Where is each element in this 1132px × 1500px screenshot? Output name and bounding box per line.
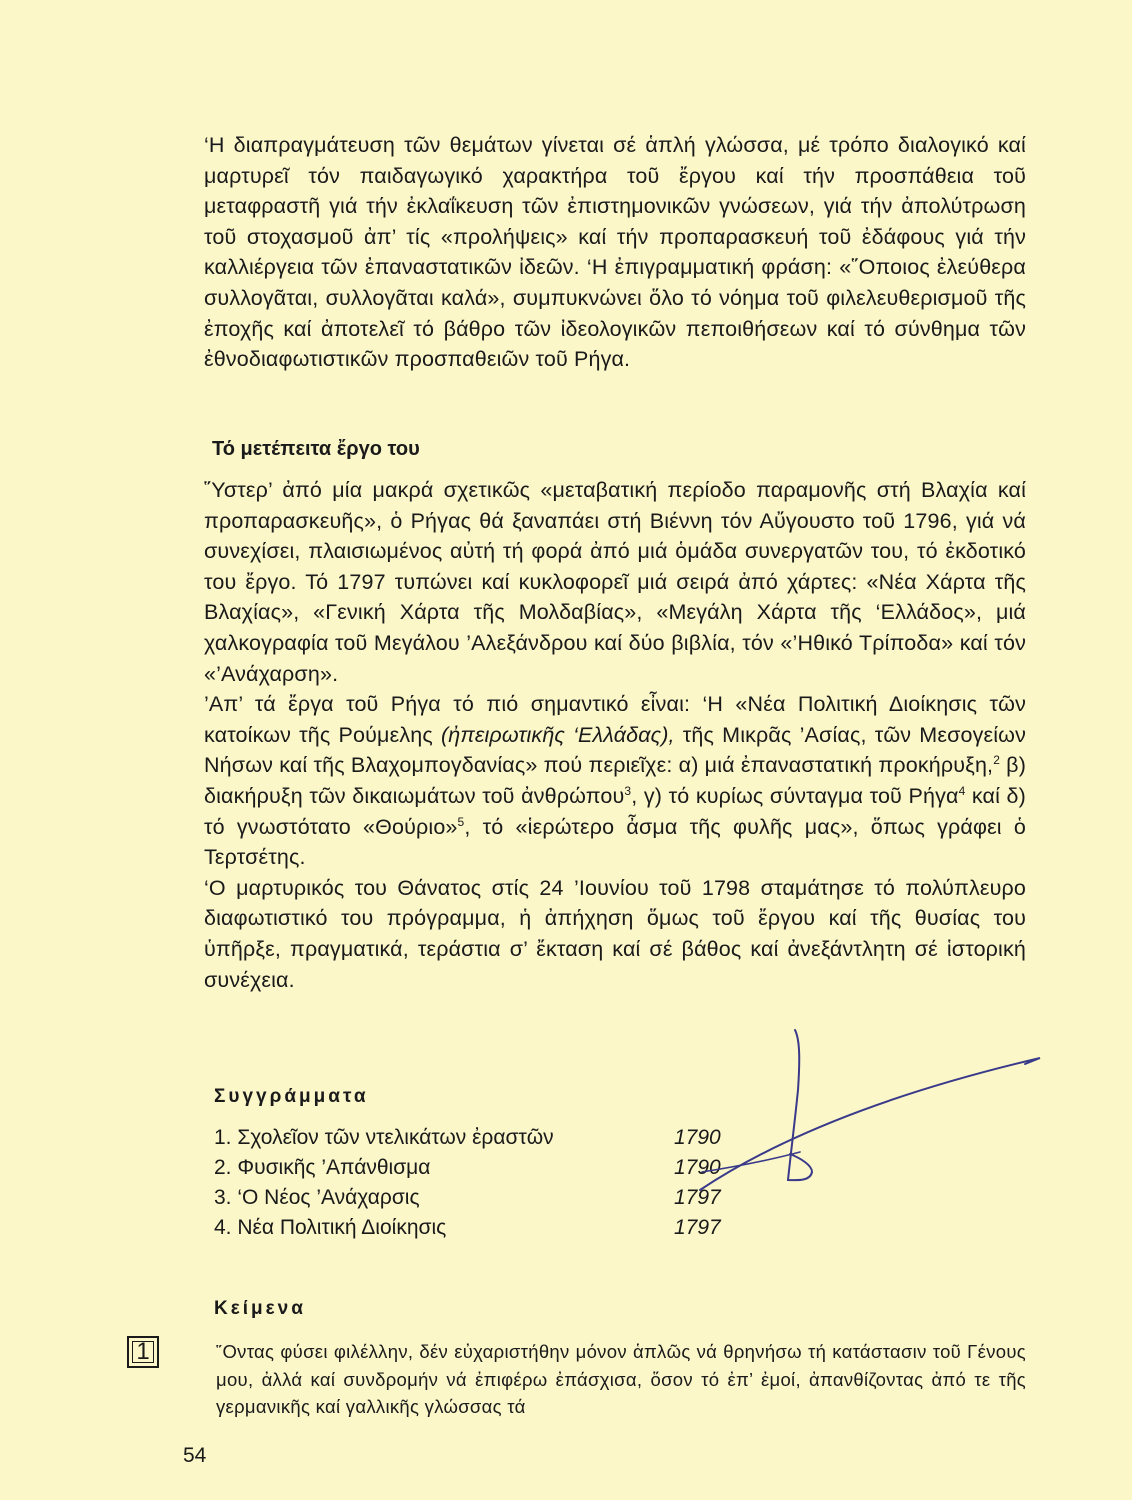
list-item (214, 1186, 734, 1216)
intro-text: ‘Η διαπραγμάτευση τῶν θεμάτων γίνεται σέ ἁπλή γλώσσα, μέ τρόπο διαλογικό καί μαρτυρεῖ τόν παιδαγωγικό χαρακτήρα τοῦ ἔργου καί τήν προσπάθεια τοῦ μεταφραστῆ γιά τήν ἐκλαΐκευση τῶν ἐπιστημονικῶν γνώσεων, γιά τήν ἀπολύτρωση τοῦ στοχασμοῦ ἀπ’ τίς «προλήψεις» καί τήν προπαρασκευή τοῦ ἐδάφους γιά τήν καλλιέργεια τῶν ἐπαναστατικῶν ἰδεῶν. ‘Η ἐπιγραμματική φράση: «῞Οποιος ἐλεύθερα συλλογᾶται, συλλογᾶται καλά», συμπυκνώνει ὅλο τό νόημα τοῦ φιλελευθερισμοῦ τῆς ἐποχῆς καί ἀποτελεῖ τό βάθρο τῶν ἰδεολογικῶν πεποιθήσεων καί τό σύνθημα τῶν ἐθνοδιαφωτιστικῶν προσπαθειῶν τοῦ Ρήγα. (204, 133, 1026, 372)
texts-heading: Κείμενα (214, 1298, 306, 1319)
work-title: 1. Σχολεῖον τῶν ντελικάτων ἐραστῶν (214, 1126, 554, 1149)
later-work-paragraph-1: ῞Υστερ’ ἀπό μία μακρά σχετικῶς «μεταβατική περίοδο παραμονῆς στή Βλαχία καί προπαρασκευῆς», ὁ Ρήγας θά ξαναπάει στή Βιέννη τόν Αὔγουστο τοῦ 1796, γιά νά συνεχίσει, πλαισιωμένος αὐτή τή φορά ἀπό μιά ὁμάδα συνεργατῶν του, τό ἐκδοτικό του ἔργο. Τό 1797 τυπώνει καί κυκλοφορεῖ μιά σειρά ἀπό χάρτες: «Νέα Χάρτα τῆς Βλαχίας», «Γενική Χάρτα τῆς Μολδαβίας», «Μεγάλη Χάρτα τῆς ‘Ελλάδος», μιά χαλκογραφία τοῦ Μεγάλου ’Αλεξάνδρου καί δύο βιβλία, τόν «’Ηθικό Τρίποδα» καί τόν «’Ανάχαρση». (204, 478, 1026, 686)
para2-text-e: καί δ) τό γνωστότατο «Θούριο» (204, 783, 1026, 839)
later-work-body (204, 475, 1026, 995)
footnote-ref-5: 5 (457, 814, 465, 829)
para2-text-b: τῆς Μικρᾶς ’Ασίας, τῶν Μεσογείων Νήσων καί τῆς Βλαχομπογδανίας» πού περιεῖχε: α) μιά ἐπαναστατική προκήρυξη, (204, 722, 1026, 778)
later-work-paragraph-2 (204, 689, 1026, 873)
para2-text-c: β) διακήρυξη τῶν δικαιωμάτων τοῦ ἀνθρώπου (204, 753, 1026, 808)
list-item (214, 1156, 734, 1186)
para2-text-f: , τό «ἱερώτερο ἆσμα τῆς φυλῆς μας», ὅπως γράφει ὁ Τερτσέτης. (204, 814, 1026, 870)
writings-heading: Συγγράμματα (214, 1086, 369, 1107)
work-year: 1797 (674, 1216, 721, 1239)
footnote-ref-2: 2 (993, 753, 1001, 768)
later-work-heading: Τό μετέπειτα ἔργο του (212, 438, 420, 460)
work-title: 2. Φυσικῆς ’Απάνθισμα (214, 1156, 431, 1179)
para2-text-d: , γ) τό κυρίως σύνταγμα τοῦ Ρήγα (631, 783, 959, 808)
text-excerpt: ῞Οντας φύσει φιλέλλην, δέν εὐχαριστήθην μόνον ἁπλῶς νά θρηνήσω τή κατάστασιν τοῦ Γένους μου, ἀλλά καί συνδρομήν νά ἐπιφέρω ἐπάσχισα, ὅσον τό ἐπ’ ἐμοί, ἀπανθίζοντας ἀπό τε τῆς γερμανικῆς καί γαλλικῆς γλώσσας τά (216, 1341, 1026, 1417)
work-title: 4. Νέα Πολιτική Διοίκησις (214, 1216, 447, 1239)
text-number-marker: 1 (127, 1336, 159, 1368)
intro-paragraph (204, 130, 1026, 375)
work-title: 3. ‘Ο Νέος ’Ανάχαρσις (214, 1186, 420, 1209)
footnote-ref-3: 3 (624, 783, 632, 798)
work-year: 1797 (674, 1186, 721, 1209)
para2-italic: (ἠπειρωτικῆς ‘Ελλάδας), (440, 722, 675, 747)
list-item (214, 1216, 734, 1246)
para2-text-a: ’Απ’ τά ἔργα τοῦ Ρήγα τό πιό σημαντικό εἶναι: ‘Η «Νέα Πολιτική Διοίκησις τῶν κατοίκων τῆς Ρούμελης (204, 692, 1026, 747)
work-year: 1790 (674, 1156, 721, 1179)
work-year: 1790 (674, 1126, 721, 1149)
later-work-paragraph-3: ‘Ο μαρτυρικός του Θάνατος στίς 24 ’Ιουνίου τοῦ 1798 σταμάτησε τό πολύπλευρο διαφωτιστικό του πρόγραμμα, ἡ ἀπήχηση ὅμως τοῦ ἔργου καί τῆς θυσίας του ὑπῆρξε, πραγματικά, τεράστια σ’ ἔκταση καί σέ βάθος καί ἀνεξάντλητη σέ ἱστορική συνέχεια. (204, 875, 1026, 992)
writings-list (214, 1126, 734, 1246)
list-item (214, 1126, 734, 1156)
page-number: 54 (183, 1444, 207, 1467)
footnote-ref-4: 4 (958, 783, 966, 798)
